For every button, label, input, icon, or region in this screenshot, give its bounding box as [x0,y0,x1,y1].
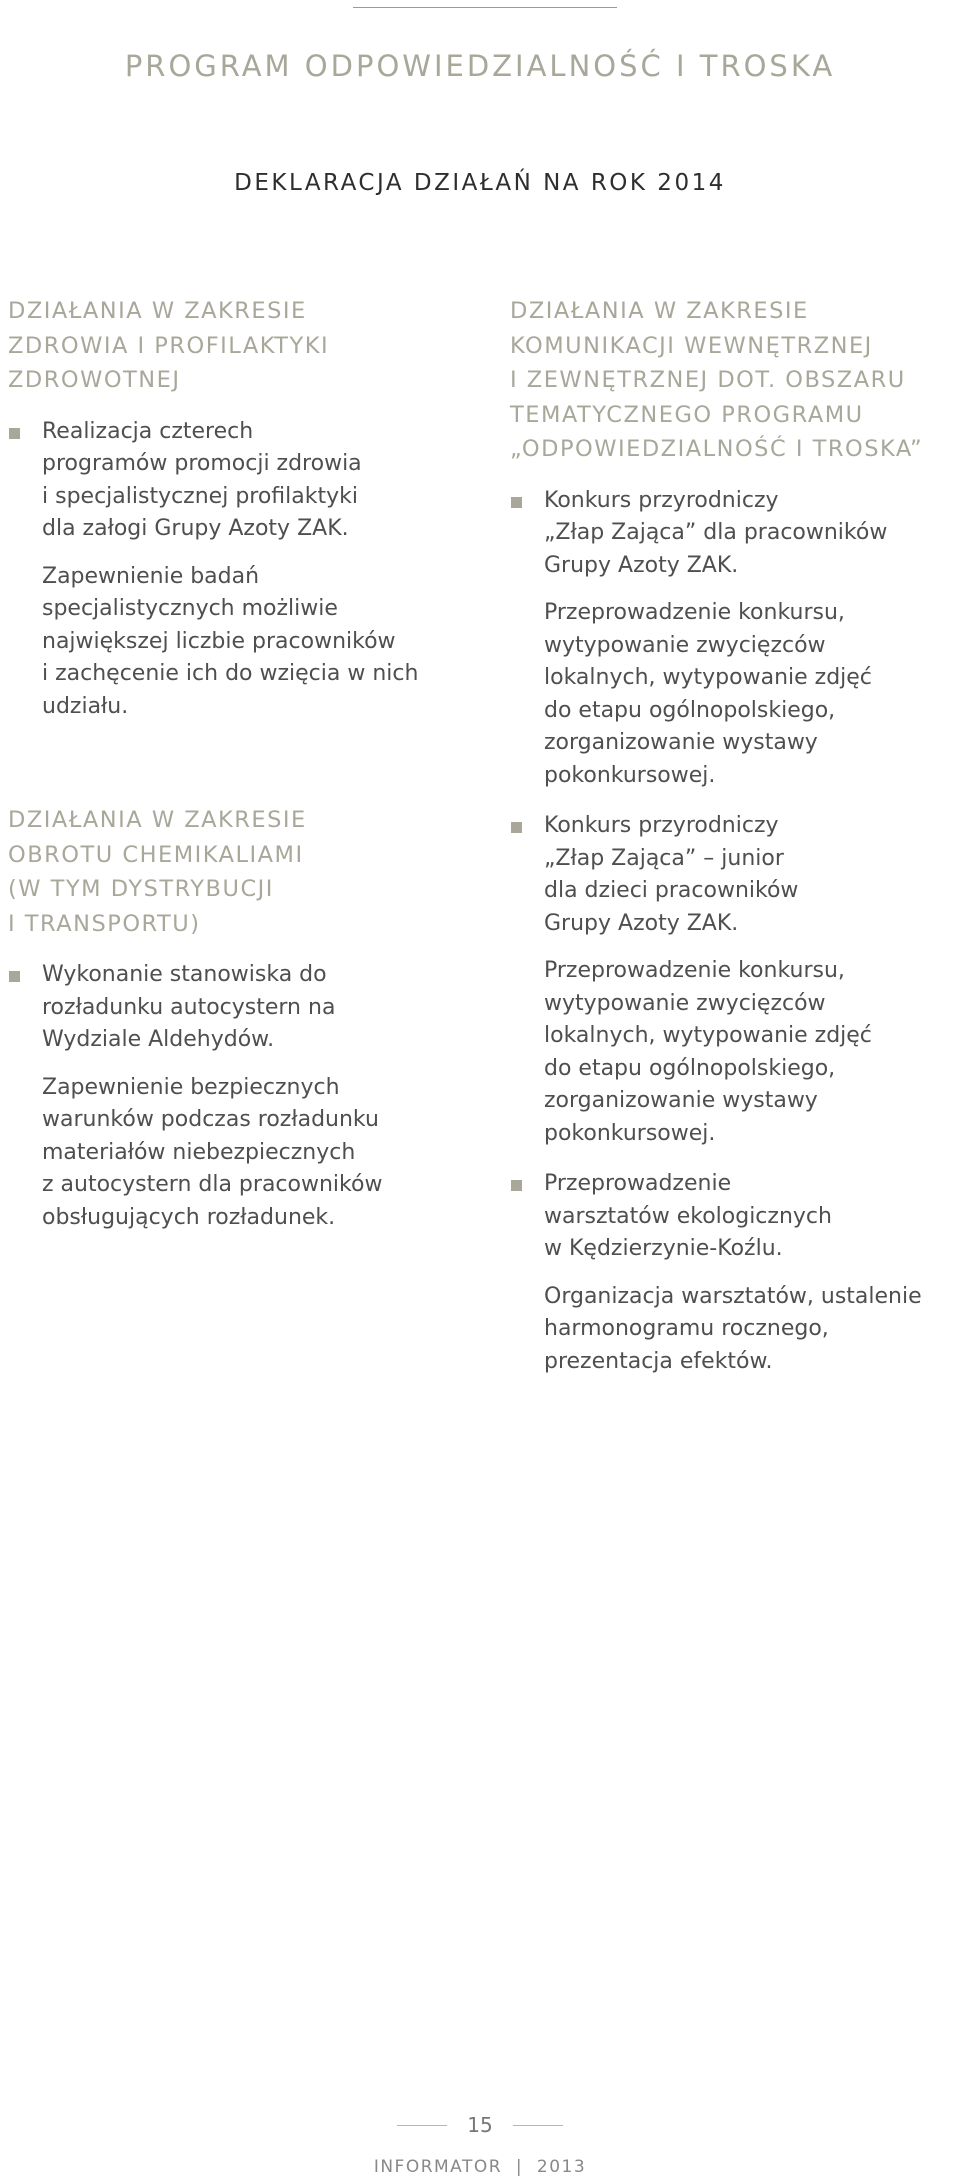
item-title: Wykonanie stanowiska do rozładunku autocystern na Wydziale Aldehydów. [42,962,336,1052]
right-column [510,294,960,1378]
item-title: Przeprowadzenie warsztatów ekologicznych w Kędzierzynie-Koźlu. [544,1171,832,1261]
list-item [510,810,960,1150]
square-bullet-icon [511,822,522,833]
program-title: PROGRAM ODPOWIEDZIALNOŚĆ I TROSKA [124,49,836,83]
page-number-row [0,2112,960,2138]
list-item [510,1168,960,1378]
declaration-title: DEKLARACJA DZIAŁAŃ NA ROK 2014 [234,170,726,196]
footer-rule-left [397,2125,447,2126]
section-communication [510,294,960,1378]
section-heading: DZIAŁANIA W ZAKRESIE ZDROWIA I PROFILAKTYKI ZDROWOTNEJ [8,298,330,393]
item-title: Realizacja czterech programów promocji zdrowia i specjalistycznej profilaktyki dla załogi Grupy Azoty ZAK. [42,418,362,541]
footer-label: INFORMATOR | 2013 [373,2157,587,2177]
section-chemicals [8,803,463,1234]
list-item [8,416,463,724]
section-health [8,294,463,723]
square-bullet-icon [511,1180,522,1191]
square-bullet-icon [511,497,522,508]
item-description: Przeprowadzenie konkursu, wytypowanie zwycięzców lokalnych, wytypowanie zdjęć do etapu ogólnopolskiego, zorganizowanie wystawy pokonkursowej. [544,958,872,1146]
item-description: Przeprowadzenie konkursu, wytypowanie zwycięzców lokalnych, wytypowanie zdjęć do etapu ogólnopolskiego, zorganizowanie wystawy pokonkursowej. [544,600,872,788]
page-number: 15 [467,2113,493,2137]
item-title: Konkurs przyrodniczy „Złap Zająca” – junior dla dzieci pracowników Grupy Azoty ZAK. [544,813,799,936]
square-bullet-icon [9,428,20,439]
item-description: Organizacja warsztatów, ustalenie harmonogramu rocznego, prezentacja efektów. [544,1283,922,1374]
footer-rule-right [513,2125,563,2126]
left-column [8,294,463,1234]
top-divider [353,7,617,8]
list-item [8,959,463,1234]
list-item [510,485,960,793]
section-heading: DZIAŁANIA W ZAKRESIE KOMUNIKACJI WEWNĘTRZNEJ I ZEWNĘTRZNEJ DOT. OBSZARU TEMATYCZNEGO PROGRAMU „ODPOWIEDZIALNOŚĆ I TROSKA” [510,298,924,462]
item-description: Zapewnienie bezpiecznych warunków podczas rozładunku materiałów niebezpiecznych z autocystern dla pracowników obsługujących rozładunek. [42,1074,383,1230]
section-heading: DZIAŁANIA W ZAKRESIE OBROTU CHEMIKALIAMI (W TYM DYSTRYBUCJI I TRANSPORTU) [8,807,307,937]
item-title: Konkurs przyrodniczy „Złap Zająca” dla pracowników Grupy Azoty ZAK. [544,487,888,578]
page-footer [0,2112,960,2178]
square-bullet-icon [9,971,20,982]
item-description: Zapewnienie badań specjalistycznych możliwie największej liczbie pracowników i zachęcenie ich do wzięcia w nich udziału. [42,563,419,719]
